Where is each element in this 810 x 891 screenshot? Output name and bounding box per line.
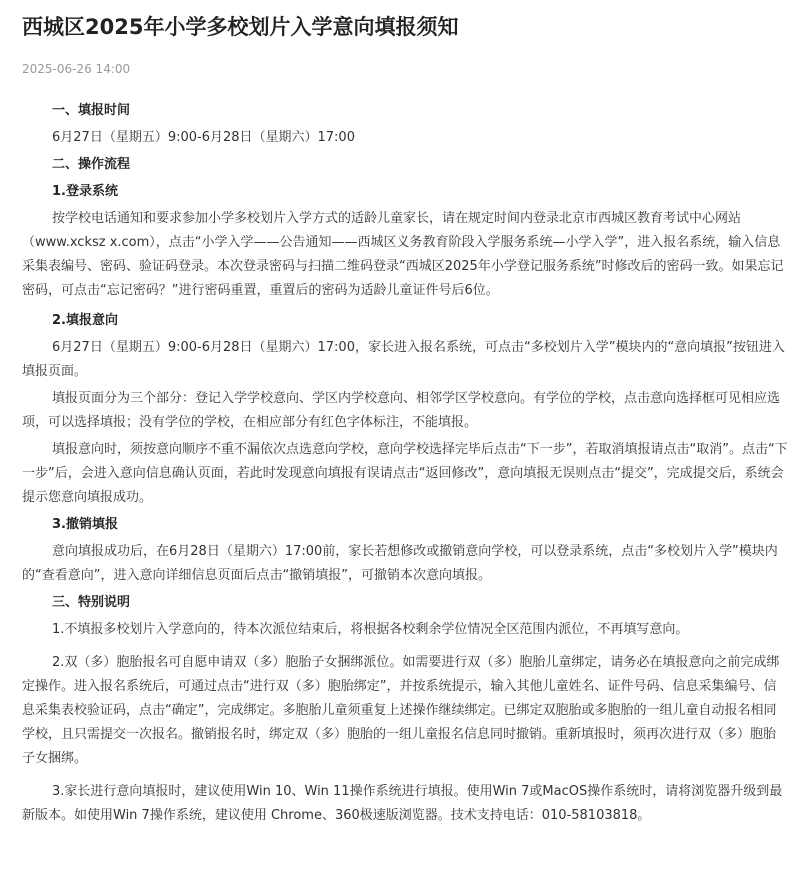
paragraph-cancel: 意向填报成功后，在6月28日（星期六）17:00前，家长若想修改或撤销意向学校，可以登录系统，点击“多校划片入学”模块内的“查看意向”，进入意向详细信息页面后点击“撤销填报”，可撤销本次意向填报。: [22, 544, 778, 583]
paragraph-login: 按学校电话通知和要求参加小学多校划片入学方式的适龄儿童家长，请在规定时间内登录北京市西城区教育考试中心网站（www.xcksz x.com），点击“小学入学——公告通知——西城区义务教育阶段入学服务系统—小学入学”，进入报名系统，输入信息采集表编号、密码、验证码登录。本次登录密码与扫描二维码登录“西城区2025年小学登记服务系统”时修改后的密码一致。如果忘记密码，可点击“忘记密码？”进行密码重置，重置后的密码为适龄儿童证件号后6位。: [22, 211, 784, 298]
article-title: 西城区2025年小学多校划片入学意向填报须知: [22, 15, 459, 39]
paragraph-fill-1: 6月27日（星期五）9:00-6月28日（星期六）17:00，家长进入报名系统，可点击“多校划片入学”模块内的“意向填报”按钮进入填报页面。: [22, 340, 785, 379]
paragraph-note-1: 1.不填报多校划片入学意向的，待本次派位结束后，将根据各校剩余学位情况全区范围内派位，不再填写意向。: [52, 622, 689, 637]
section-heading-notes: 三、特别说明: [52, 595, 131, 610]
subheading-fill: 2.填报意向: [52, 313, 118, 328]
section-heading-time: 一、填报时间: [52, 103, 131, 118]
article-body: [22, 99, 788, 828]
paragraph-fill-3: 填报意向时，须按意向顺序不重不漏依次点选意向学校，意向学校选择完毕后点击“下一步”，若取消填报请点击“取消”。点击“下一步”后，会进入意向信息确认页面，若此时发现意向填报有误请点击“返回修改”，意向填报无误则点击“提交”，完成提交后，系统会提示您意向填报成功。: [22, 442, 788, 505]
paragraph-note-3: 3.家长进行意向填报时，建议使用Win 10、Win 11操作系统进行填报。使用Win 7或MacOS操作系统时，请将浏览器升级到最新版本。如使用Win 7操作系统，建议使用 Chrome、360极速版浏览器。技术支持电话：010-58103818。: [22, 784, 783, 823]
subheading-cancel: 3.撤销填报: [52, 517, 118, 532]
section-heading-process: 二、操作流程: [52, 157, 131, 172]
publish-date: 2025-06-26 14:00: [22, 62, 131, 76]
paragraph-time: 6月27日（星期五）9:00-6月28日（星期六）17:00: [52, 130, 355, 145]
paragraph-fill-2: 填报页面分为三个部分：登记入学学校意向、学区内学校意向、相邻学区学校意向。有学位的学校，点击意向选择框可见相应选项，可以选择填报；没有学位的学校，在相应部分有红色字体标注，不能填报。: [22, 391, 781, 430]
paragraph-note-2: 2.双（多）胞胎报名可自愿申请双（多）胞胎子女捆绑派位。如需要进行双（多）胞胎儿童绑定，请务必在填报意向之前完成绑定操作。进入报名系统后，可通过点击“进行双（多）胞胎绑定”，并按系统提示，输入其他儿童姓名、证件号码、信息采集编号、信息采集表校验证码，点击“确定”，完成绑定。多胞胎儿童须重复上述操作继续绑定。已绑定双胞胎或多胞胎的一组儿童自动报名相同学校，且只需提交一次报名。撤销报名时，绑定双（多）胞胎的一组儿童报名信息同时撤销。重新填报时，须再次进行双（多）胞胎子女捆绑。: [22, 655, 780, 766]
subheading-login: 1.登录系统: [52, 184, 118, 199]
